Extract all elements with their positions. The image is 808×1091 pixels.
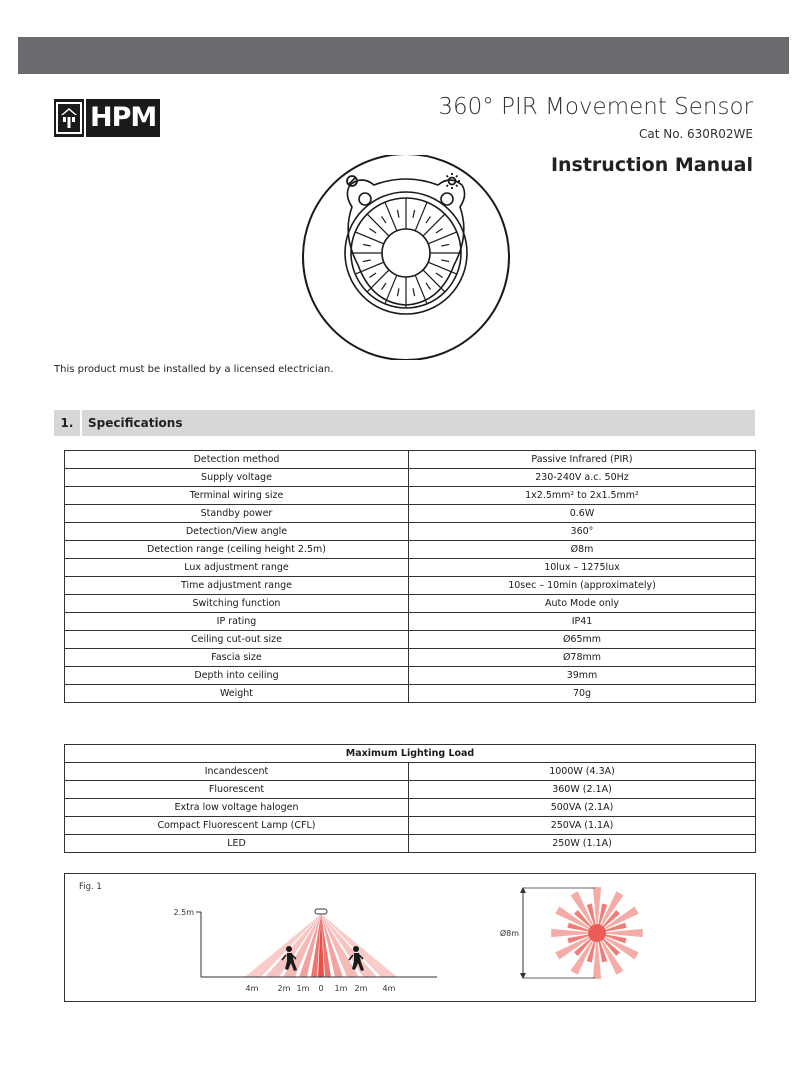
hpm-logo-mark-icon (54, 99, 84, 137)
load-value: 1000W (4.3A) (409, 763, 756, 781)
specifications-table (64, 450, 756, 703)
spec-label: Supply voltage (65, 469, 409, 487)
max-lighting-load-table (64, 744, 756, 853)
spec-row (65, 595, 756, 613)
spec-label: Depth into ceiling (65, 667, 409, 685)
spec-value: Passive Infrared (PIR) (409, 451, 756, 469)
spec-row (65, 667, 756, 685)
detection-figure (64, 873, 756, 1002)
spec-row (65, 559, 756, 577)
spec-value: 10sec – 10min (approximately) (409, 577, 756, 595)
spec-row (65, 613, 756, 631)
sensor-product-image (290, 155, 522, 360)
spec-label: Terminal wiring size (65, 487, 409, 505)
load-label: Incandescent (65, 763, 409, 781)
x-tick-label: 1m (296, 984, 310, 993)
spec-row (65, 505, 756, 523)
spec-row (65, 469, 756, 487)
detection-core (588, 924, 606, 942)
spec-value: 0.6W (409, 505, 756, 523)
spec-label: Fascia size (65, 649, 409, 667)
load-label: Fluorescent (65, 781, 409, 799)
product-title: 360° PIR Movement Sensor (438, 94, 753, 120)
section-divider (80, 410, 82, 436)
load-value: 250VA (1.1A) (409, 817, 756, 835)
load-label: LED (65, 835, 409, 853)
brand-name: HPM (86, 99, 160, 137)
installation-notice: This product must be installed by a licensed electrician. (54, 364, 334, 375)
load-value: 360W (2.1A) (409, 781, 756, 799)
spec-row (65, 577, 756, 595)
x-tick-label: 4m (382, 984, 396, 993)
spec-row (65, 649, 756, 667)
spec-label: Weight (65, 685, 409, 703)
spec-label: Time adjustment range (65, 577, 409, 595)
x-tick-label: 2m (277, 984, 291, 993)
load-value: 250W (1.1A) (409, 835, 756, 853)
load-row (65, 835, 756, 853)
top-banner (18, 37, 789, 74)
load-value: 500VA (2.1A) (409, 799, 756, 817)
figure-label: Fig. 1 (79, 882, 102, 892)
spec-row (65, 541, 756, 559)
spec-label: Detection method (65, 451, 409, 469)
spec-label: Detection range (ceiling height 2.5m) (65, 541, 409, 559)
x-tick-label: 2m (354, 984, 368, 993)
detection-pattern-top-view (551, 887, 643, 979)
spec-value: Ø78mm (409, 649, 756, 667)
diameter-label: Ø8m (499, 929, 519, 938)
height-label: 2.5m (173, 908, 194, 917)
section-header (54, 410, 755, 436)
section-number: 1. (60, 416, 74, 430)
catalogue-number: Cat No. 630R02WE (639, 127, 753, 141)
spec-row (65, 451, 756, 469)
load-row (65, 799, 756, 817)
spec-label: Ceiling cut-out size (65, 631, 409, 649)
spec-value: Auto Mode only (409, 595, 756, 613)
load-label: Extra low voltage halogen (65, 799, 409, 817)
x-tick-label: 0 (318, 984, 324, 993)
spec-row (65, 685, 756, 703)
spec-value: 1x2.5mm² to 2x1.5mm² (409, 487, 756, 505)
spec-value: 39mm (409, 667, 756, 685)
spec-value: IP41 (409, 613, 756, 631)
spec-value: Ø8m (409, 541, 756, 559)
document-type: Instruction Manual (550, 154, 753, 176)
x-tick-label: 1m (334, 984, 348, 993)
spec-label: Switching function (65, 595, 409, 613)
detection-diagram (65, 874, 755, 1001)
load-table-title: Maximum Lighting Load (65, 745, 756, 763)
spec-label: Detection/View angle (65, 523, 409, 541)
spec-label: Standby power (65, 505, 409, 523)
load-row (65, 781, 756, 799)
spec-value: 70g (409, 685, 756, 703)
spec-row (65, 523, 756, 541)
spec-value: 230-240V a.c. 50Hz (409, 469, 756, 487)
spec-row (65, 631, 756, 649)
x-tick-label: 4m (245, 984, 259, 993)
hpm-logo (54, 99, 160, 137)
spec-row (65, 487, 756, 505)
load-row (65, 817, 756, 835)
spec-value: 360° (409, 523, 756, 541)
sensor-icon (315, 909, 327, 914)
spec-value: Ø65mm (409, 631, 756, 649)
spec-label: IP rating (65, 613, 409, 631)
load-label: Compact Fluorescent Lamp (CFL) (65, 817, 409, 835)
load-row (65, 763, 756, 781)
spec-label: Lux adjustment range (65, 559, 409, 577)
spec-value: 10lux – 1275lux (409, 559, 756, 577)
section-title: Specifications (88, 416, 183, 430)
